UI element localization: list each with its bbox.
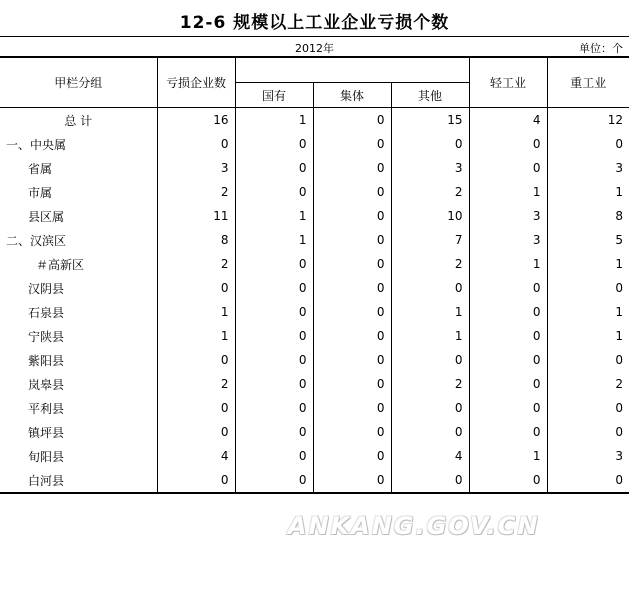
cell-loss: 0 — [157, 420, 235, 444]
cell-state: 1 — [235, 204, 313, 228]
cell-light: 1 — [469, 180, 547, 204]
cell-loss: 11 — [157, 204, 235, 228]
table-row — [0, 276, 629, 300]
cell-other: 0 — [391, 420, 469, 444]
table-row — [0, 156, 629, 180]
cell-heavy: 1 — [547, 252, 629, 276]
cell-collective: 0 — [313, 468, 391, 493]
cell-other: 2 — [391, 252, 469, 276]
cell-state: 0 — [235, 276, 313, 300]
cell-other: 0 — [391, 132, 469, 156]
cell-loss: 0 — [157, 132, 235, 156]
cell-heavy: 5 — [547, 228, 629, 252]
year-label: 2012年 — [295, 42, 334, 55]
cell-light: 0 — [469, 372, 547, 396]
cell-light: 0 — [469, 468, 547, 493]
cell-light: 0 — [469, 324, 547, 348]
cell-loss: 1 — [157, 324, 235, 348]
table-row — [0, 228, 629, 252]
cell-collective: 0 — [313, 204, 391, 228]
total-row — [0, 108, 629, 133]
table-body — [0, 108, 629, 494]
cell-state: 0 — [235, 468, 313, 493]
cell-light: 0 — [469, 348, 547, 372]
cell-state: 0 — [235, 444, 313, 468]
cell-other: 1 — [391, 300, 469, 324]
row-label: 县区属 — [28, 209, 65, 224]
header-loss-count: 亏损企业数 — [157, 58, 235, 108]
cell-loss: 8 — [157, 228, 235, 252]
table-row — [0, 300, 629, 324]
row-label: 岚皋县 — [28, 377, 65, 392]
unit-label: 单位：个 — [579, 42, 623, 55]
cell-other: 3 — [391, 156, 469, 180]
cell-light: 0 — [469, 276, 547, 300]
cell-light: 3 — [469, 228, 547, 252]
cell-state: 0 — [235, 324, 313, 348]
cell-light: 4 — [469, 108, 547, 133]
cell-light: 1 — [469, 444, 547, 468]
cell-collective: 0 — [313, 252, 391, 276]
cell-state: 0 — [235, 252, 313, 276]
cell-heavy: 0 — [547, 132, 629, 156]
cell-collective: 0 — [313, 420, 391, 444]
cell-other: 7 — [391, 228, 469, 252]
cell-other: 2 — [391, 180, 469, 204]
cell-loss: 3 — [157, 156, 235, 180]
cell-loss: 0 — [157, 276, 235, 300]
header-heavy: 重工业 — [547, 58, 629, 108]
header-collective: 集体 — [313, 83, 391, 108]
cell-other: 0 — [391, 276, 469, 300]
cell-heavy: 0 — [547, 468, 629, 493]
cell-loss: 2 — [157, 252, 235, 276]
cell-other: 0 — [391, 396, 469, 420]
cell-other: 2 — [391, 372, 469, 396]
row-label: 汉阴县 — [28, 281, 65, 296]
cell-light: 0 — [469, 420, 547, 444]
cell-state: 0 — [235, 180, 313, 204]
row-label: 石泉县 — [28, 305, 65, 320]
cell-state: 0 — [235, 348, 313, 372]
row-label: ＃高新区 — [36, 257, 85, 272]
cell-heavy: 0 — [547, 348, 629, 372]
cell-state: 0 — [235, 396, 313, 420]
cell-state: 0 — [235, 420, 313, 444]
row-label: 镇坪县 — [28, 425, 65, 440]
cell-heavy: 1 — [547, 300, 629, 324]
table-row — [0, 468, 629, 493]
cell-collective: 0 — [313, 276, 391, 300]
cell-light: 0 — [469, 156, 547, 180]
header-light: 轻工业 — [469, 58, 547, 108]
cell-heavy: 1 — [547, 324, 629, 348]
watermark: ANKANG.GOV.CN — [288, 512, 540, 540]
table-title: 12-6 规模以上工业企业亏损个数 — [179, 13, 450, 33]
row-label: 紫阳县 — [28, 353, 65, 368]
cell-collective: 0 — [313, 348, 391, 372]
table-row — [0, 204, 629, 228]
cell-state: 0 — [235, 156, 313, 180]
title-rule — [0, 36, 629, 37]
cell-loss: 16 — [157, 108, 235, 133]
cell-other: 15 — [391, 108, 469, 133]
row-label: 宁陕县 — [28, 329, 65, 344]
cell-collective: 0 — [313, 132, 391, 156]
cell-state: 0 — [235, 372, 313, 396]
cell-other: 1 — [391, 324, 469, 348]
cell-collective: 0 — [313, 228, 391, 252]
cell-state: 0 — [235, 132, 313, 156]
row-label: 白河县 — [0, 468, 157, 493]
cell-light: 1 — [469, 252, 547, 276]
row-label: 一、中央属 — [6, 137, 67, 152]
table-row — [0, 396, 629, 420]
table-row — [0, 348, 629, 372]
cell-collective: 0 — [313, 444, 391, 468]
table-row — [0, 252, 629, 276]
cell-collective: 0 — [313, 396, 391, 420]
header-ownership-span — [235, 58, 469, 83]
cell-state: 1 — [235, 228, 313, 252]
table-row — [0, 372, 629, 396]
table-row — [0, 180, 629, 204]
cell-light: 3 — [469, 204, 547, 228]
cell-other: 4 — [391, 444, 469, 468]
cell-collective: 0 — [313, 156, 391, 180]
row-label: 平利县 — [28, 401, 65, 416]
cell-heavy: 2 — [547, 372, 629, 396]
cell-loss: 0 — [157, 348, 235, 372]
table-row — [0, 444, 629, 468]
cell-loss: 0 — [157, 396, 235, 420]
cell-collective: 0 — [313, 324, 391, 348]
cell-other: 0 — [391, 468, 469, 493]
header-state: 国有 — [235, 83, 313, 108]
header-other: 其他 — [391, 83, 469, 108]
cell-other: 10 — [391, 204, 469, 228]
cell-heavy: 0 — [547, 420, 629, 444]
cell-heavy: 0 — [547, 276, 629, 300]
row-label: 省属 — [28, 161, 53, 176]
loss-table — [0, 58, 629, 494]
cell-light: 0 — [469, 132, 547, 156]
table-row — [0, 324, 629, 348]
cell-collective: 0 — [313, 108, 391, 133]
cell-loss: 0 — [157, 468, 235, 493]
cell-collective: 0 — [313, 180, 391, 204]
cell-loss: 1 — [157, 300, 235, 324]
cell-heavy: 3 — [547, 156, 629, 180]
table-row — [0, 420, 629, 444]
cell-loss: 2 — [157, 180, 235, 204]
cell-heavy: 8 — [547, 204, 629, 228]
cell-state: 0 — [235, 300, 313, 324]
cell-light: 0 — [469, 396, 547, 420]
row-label: 总 计 — [0, 108, 157, 133]
cell-light: 0 — [469, 300, 547, 324]
row-label: 二、汉滨区 — [6, 233, 67, 248]
row-label: 旬阳县 — [28, 449, 65, 464]
cell-collective: 0 — [313, 372, 391, 396]
header-group: 甲栏分组 — [54, 76, 103, 90]
cell-loss: 2 — [157, 372, 235, 396]
cell-collective: 0 — [313, 300, 391, 324]
cell-heavy: 1 — [547, 180, 629, 204]
cell-state: 1 — [235, 108, 313, 133]
cell-loss: 4 — [157, 444, 235, 468]
cell-heavy: 12 — [547, 108, 629, 133]
cell-heavy: 3 — [547, 444, 629, 468]
cell-heavy: 0 — [547, 396, 629, 420]
table-row — [0, 132, 629, 156]
row-label: 市属 — [28, 185, 53, 200]
cell-other: 0 — [391, 348, 469, 372]
